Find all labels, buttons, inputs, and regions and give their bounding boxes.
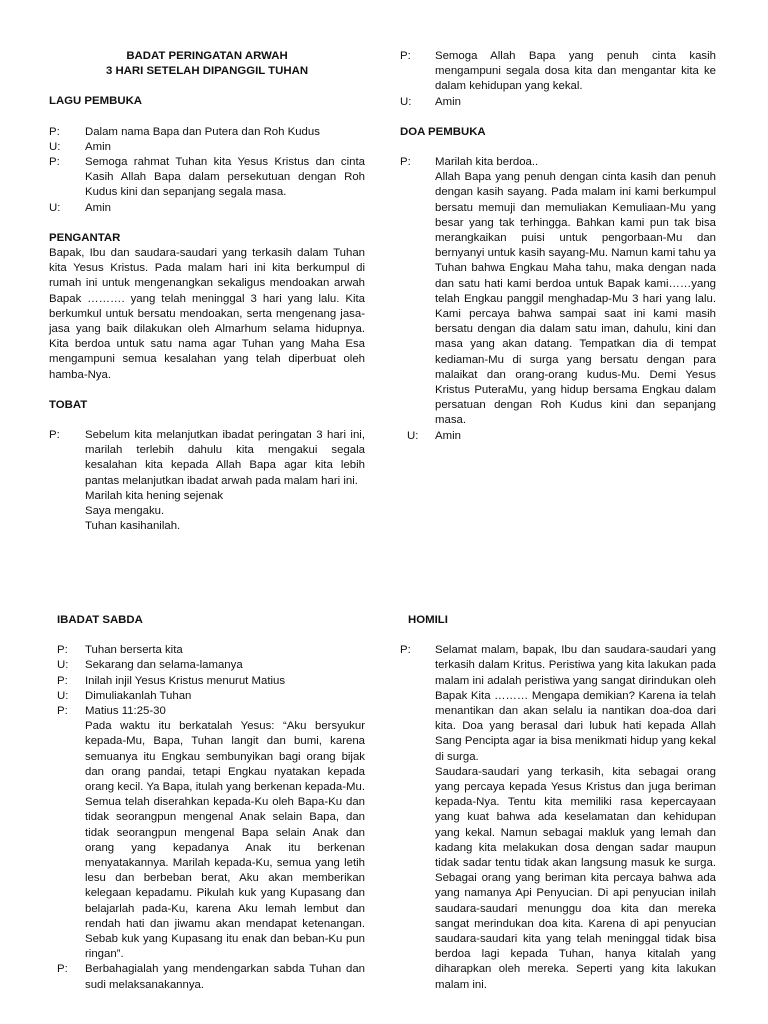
- document-title-line1: BADAT PERINGATAN ARWAH: [126, 50, 288, 62]
- tobat-text: Sebelum kita melanjutkan ibadat peringatan 3 hari ini, marilah terlebih dahulu kita mengakui segala kesalahan kita kepada Allah Bapa agar kita lebih pantas melanjutkan ibadat arwah pada malam hari ini.: [85, 429, 365, 487]
- gospel-reading: Pada waktu itu berkatalah Yesus: “Aku bersyukur kepada-Mu, Bapa, Tuhan langit dan bumi, karena semuanya itu Engkau sembunyikan bagi orang bijak dan orang pandai, tetapi Engkau nyatakan kepada orang kecil. Ya Bapa, itulah yang berkenan kepada-Mu. Semua telah diserahkan kepada-Ku oleh Bapa-Ku dan tidak seorangpun mengenal Anak selain Bapa, dan tidak seorangpun mengenal Bapa selain Anak dan orang yang kepadanya Anak itu berkenan menyatakannya. Marilah kepada-Ku, semua yang letih lesu dan berbeban berat, Aku akan memberikan kelegaan kepadamu. Pikulah kuk yang Kupasang dan belajarlah pada-Ku, karena Aku lemah lembut dan rendah hati dan jiwamu akan mendapat ketenangan. Sebab kuk yang Kupasang itu enak dan beban-Ku pun ringan”.: [85, 720, 365, 961]
- liturgy-line: [57, 674, 365, 689]
- liturgy-line: [57, 689, 365, 704]
- speaker-label: P:: [57, 705, 68, 718]
- page2-right-column: [400, 613, 716, 993]
- heading-homili: HOMILI: [408, 614, 448, 626]
- liturgy-line: [57, 658, 365, 673]
- liturgy-line: [49, 125, 365, 140]
- liturgy-text: Tuhan berserta kita: [85, 644, 183, 657]
- document-title-line2: 3 HARI SETELAH DIPANGGIL TUHAN: [105, 65, 309, 78]
- doa-pembuka-block: [400, 155, 716, 429]
- liturgy-text: Semoga rahmat Tuhan kita Yesus Kristus dan cinta Kasih Allah Bapa dalam persekutuan dengan Roh Kudus kini dan sepanjang segala masa.: [85, 156, 365, 199]
- liturgy-line: [49, 155, 365, 201]
- heading-pengantar: PENGANTAR: [49, 231, 121, 244]
- speaker-label: P:: [400, 156, 411, 169]
- liturgy-line: [400, 429, 716, 444]
- liturgy-text: Dalam nama Bapa dan Putera dan Roh Kudus: [85, 125, 320, 138]
- tobat-line: Marilah kita hening sejenak: [85, 489, 224, 502]
- speaker-label: U:: [49, 201, 61, 214]
- page2-left-column: [57, 613, 365, 993]
- speaker-label: U:: [57, 689, 69, 702]
- heading-lagu-pembuka: LAGU PEMBUKA: [49, 95, 143, 108]
- speaker-label: U:: [57, 659, 69, 672]
- tobat-line: Tuhan kasihanilah.: [85, 520, 181, 533]
- speaker-label: P:: [57, 644, 68, 657]
- speaker-label: P:: [57, 674, 68, 687]
- speaker-label: P:: [49, 125, 60, 138]
- speaker-label: P:: [400, 644, 411, 657]
- homili-paragraph: Selamat malam, bapak, Ibu dan saudara-saudari yang terkasih dalam Kritus. Peristiwa yang kita lakukan pada malam ini adalah peristiwa yang sangat dirindukan oleh Bapak Kita ……… Mengapa demikian? Karena ia telah menantikan dan akan selalu ia nantikan doa-doa dari kita. Doa yang berasal dari lubuk hati kepada Allah Sang Pencipta agar ia bisa menikmati hidup yang kekal di surga.: [435, 644, 716, 763]
- liturgy-line: [400, 49, 716, 95]
- speaker-label: U:: [400, 95, 412, 108]
- speaker-label: U:: [49, 140, 61, 153]
- page1-right-column: [400, 49, 716, 444]
- liturgy-line: [49, 201, 365, 216]
- liturgy-text: Dimuliakanlah Tuhan: [85, 689, 192, 702]
- liturgy-text: Amin: [435, 429, 461, 442]
- tobat-block: [49, 428, 365, 534]
- liturgy-text: Amin: [85, 201, 111, 214]
- liturgy-line: [57, 643, 365, 658]
- liturgy-text: Inilah injil Yesus Kristus menurut Matius: [85, 674, 286, 687]
- speaker-label: P:: [57, 963, 68, 976]
- homili-paragraph: Saudara-saudari yang terkasih, kita sebagai orang yang percaya kepada Yesus Kristus dan juga beriman kepada-Nya. Tentu kita memiliki rasa kepercayaan yang kuat bahwa ada keselamatan dan kehidupan yang kekal. Namun sebagai makluk yang lemah dan kadang kita melakukan dosa dengan sadar maupun tidak sadar tentu tidak akan langsung masuk ke surga. Sebagai orang yang beriman kita percaya bahwa ada yang namanya Api Penyucian. Di api penyucian inilah saudara-saudari menunggu doa kita dan mereka sangat merindukan doa kita. Karena di api penyucian saudara-saudari kita yang telah meninggal tidak bisa berdoa lagi kepada Tuhan, hanya kitalah yang diharapkan oleh mereka. Seperti yang kita lakukan malam ini.: [435, 765, 716, 991]
- speaker-label: P:: [49, 429, 60, 442]
- speaker-label: U:: [407, 429, 419, 442]
- speaker-label: P:: [49, 156, 60, 169]
- heading-tobat: TOBAT: [49, 398, 88, 411]
- page1-left-column: [49, 49, 365, 534]
- pengantar-paragraph: Bapak, Ibu dan saudara-saudari yang terkasih dalam Tuhan kita Yesus Kristus. Pada malam hari ini kita berkumpul di rumah ini untuk mengenangkan sekaligus mendoakan arwah Bapak ………. yang telah meninggal 3 hari yang lalu. Kita berkumkul untuk bersatu mendoakan, serta mengenang jasa-jasa yang baik dilakukan oleh Almarhum selama hidupnya. Kita berdoa untuk satu nama agar Tuhan yang Maha Esa mengampuni semua kesalahan yang telah diperbuat oleh hamba-Nya.: [49, 247, 365, 381]
- liturgy-text: Sekarang dan selama-lamanya: [85, 659, 243, 672]
- homili-block: [400, 643, 716, 993]
- speaker-label: P:: [400, 50, 411, 62]
- liturgy-line: [400, 95, 716, 110]
- heading-doa-pembuka: DOA PEMBUKA: [400, 125, 486, 138]
- liturgy-text: Matius 11:25-30: [85, 705, 166, 718]
- liturgy-line: [49, 140, 365, 155]
- liturgy-text: Amin: [435, 95, 461, 108]
- liturgy-line: [57, 962, 365, 992]
- liturgy-line: [57, 704, 365, 719]
- liturgy-text: Berbahagialah yang mendengarkan sabda Tuhan dan sudi melaksanakannya.: [85, 963, 365, 991]
- liturgy-text: Amin: [85, 140, 111, 153]
- heading-ibadat-sabda: IBADAT SABDA: [57, 614, 143, 626]
- doa-pembuka-text: Allah Bapa yang penuh dengan cinta kasih dan penuh dengan kasih sayang. Pada malam ini kami berkumpul bersatu memuji dan memuliakan Kemuliaan-Mu yang besar yang tak terhingga. Bahkan kami pun tak bisa merangkaikan puisi untuk pengorbaan-Mu dan bernyanyi untuk kasih sayang-Mu. Namun kami tahu ya Tuhan bahwa Engkau Maha tahu, maka dengan nada dan satu hati kami berdoa untuk Bapak kami……yang telah Engkau panggil menghadap-Mu 3 hari yang lalu. Kami percaya bahwa sampai saat ini kami masih bersatu dengan dia dalam satu iman, dahulu, kini dan masa yang akan datang. Tempatkan dia di tempat kediaman-Mu di surga yang bersatu dengan para malaikat dan orang-orang kudus-Mu. Demi Yesus Kristus PuteraMu, yang hidup bersama Engkau dalam persatuan dengan Roh Kudus kini dan sepanjang masa.: [435, 171, 716, 427]
- liturgy-text: Semoga Allah Bapa yang penuh cinta kasih mengampuni segala dosa kita dan mengantar kita ke dalam kehidupan yang kekal.: [435, 50, 716, 93]
- doa-first-line: Marilah kita berdoa..: [435, 156, 539, 169]
- tobat-line: Saya mengaku.: [85, 505, 165, 518]
